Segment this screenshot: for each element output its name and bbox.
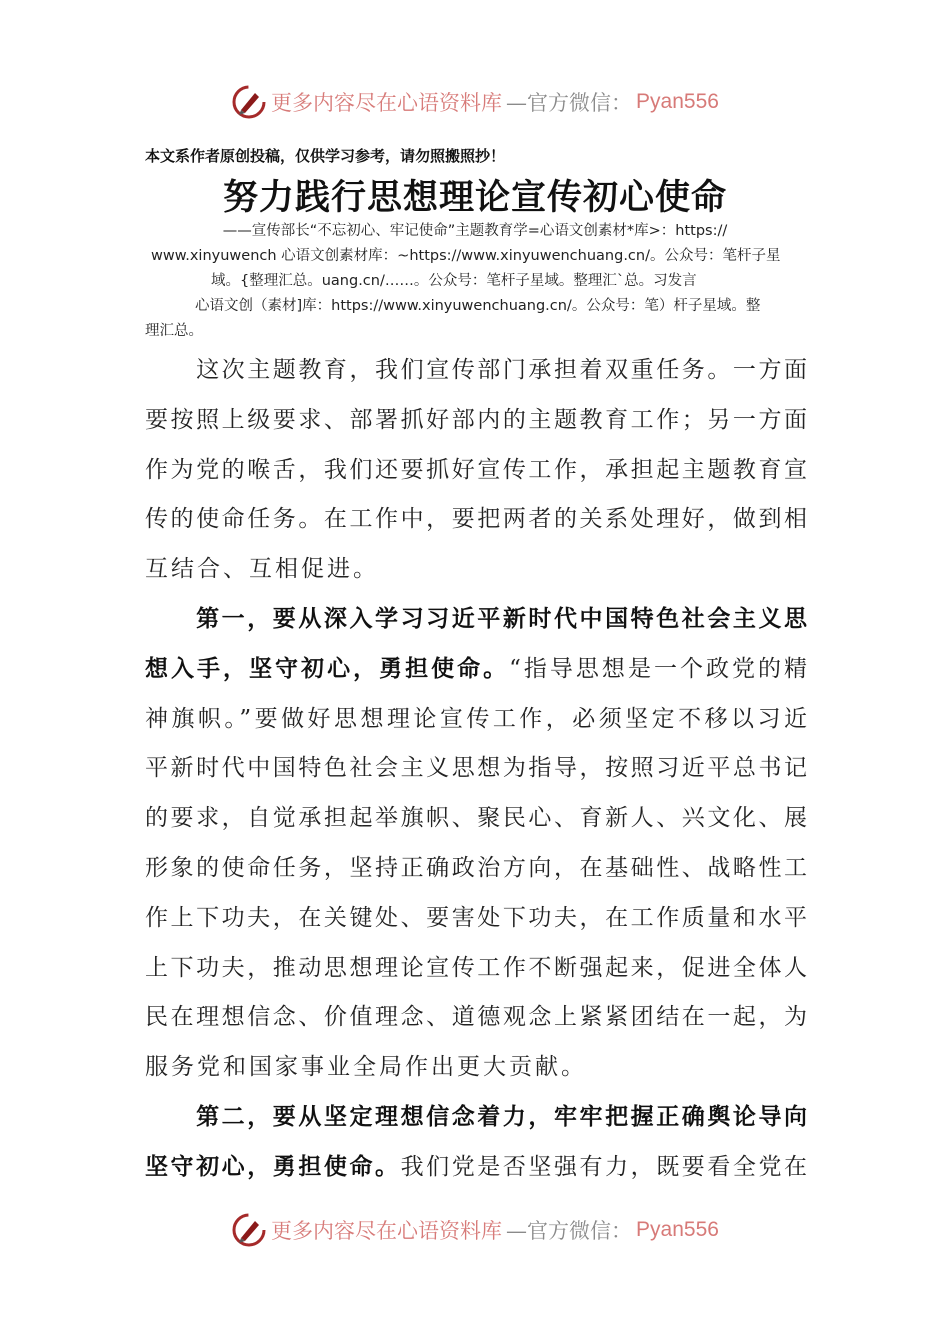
body-text: 传的使命任务。在工作中，要把两者的关系处理好，做到相: [145, 506, 807, 533]
body-line: [145, 798, 807, 848]
banner-wechat-id: Pyan556: [636, 90, 719, 113]
body-line: [145, 1147, 807, 1197]
header-banner: [0, 84, 950, 120]
footer-banner: [0, 1212, 950, 1248]
body-text: 平新时代中国特色社会主义思想为指导，按照习近平总书记: [145, 755, 807, 782]
body-line: [145, 549, 807, 599]
subtitle-block: [145, 219, 805, 344]
body-line: [145, 748, 807, 798]
bold-heading-text: 第二，要从坚定理想信念着力，牢牢把握正确舆论导向: [145, 1103, 807, 1130]
banner-site-text: 更多内容尽在心语资料库: [271, 91, 503, 115]
body-line: [145, 1047, 807, 1097]
body-text: 服务党和国家事业全局作出更大贡献。: [145, 1054, 587, 1081]
body-text: 我们党是否坚强有力，既要看全党在: [400, 1153, 808, 1180]
pen-logo-icon: [231, 84, 267, 120]
body-text: 形象的使命任务，坚持正确政治方向，在基础性、战略性工: [145, 854, 807, 881]
body-text: 这次主题教育，我们宣传部门承担着双重任务。一方面: [145, 357, 807, 383]
body-text: 的要求，自觉承担起举旗帜、聚民心、育新人、兴文化、展: [145, 805, 807, 832]
bold-heading-text: 第一，要从深入学习习近平新时代中国特色社会主义思: [145, 605, 807, 632]
body-line: [145, 400, 807, 450]
bold-heading-text: 坚守初心，勇担使命。: [145, 1153, 401, 1180]
banner-wechat-id: Pyan556: [636, 1218, 719, 1241]
subtitle-line: 心语文创（素材]库：https://www.xinyuwenchuang.cn/。公众号：笔）杆子星域。整: [195, 298, 761, 314]
pen-logo-icon: [231, 1212, 267, 1248]
body-text: 作为党的喉舌，我们还要抓好宣传工作，承担起主题教育宣: [145, 456, 807, 483]
body-text: 作上下功夫，在关键处、要害处下功夫，在工作质量和水平: [145, 904, 807, 931]
body-line: [145, 350, 807, 400]
document-title: 努力践行思想理论宣传初心使命: [222, 177, 727, 218]
subtitle-line: 理汇总。: [145, 323, 203, 339]
copyright-note: 本文系作者原创投稿，仅供学习参考，请勿照搬照抄！: [145, 147, 506, 165]
body-text: 神旗帜。”要做好思想理论宣传工作，必须坚定不移以习近: [145, 705, 807, 732]
body-line: [145, 649, 807, 699]
body-line: [145, 898, 807, 948]
bold-heading-text: 想入手，坚守初心，勇担使命。: [145, 655, 510, 682]
document-body: [145, 350, 807, 1197]
body-line: [145, 948, 807, 998]
body-text: 要按照上级要求、部署抓好部内的主题教育工作；另一方面: [145, 406, 807, 433]
body-line: [145, 848, 807, 898]
body-text: “指导思想是一个政党的精: [509, 655, 808, 682]
body-text: 民在理想信念、价值理念、道德观念上紧紧团结在一起，为: [145, 1004, 807, 1031]
body-line: [145, 699, 807, 749]
subtitle-line: www.xinyuwench 心语文创素材库：~https://www.xinyuwenchuang.cn/。公众号：笔杆子星: [151, 248, 781, 264]
body-text: 上下功夫，推动思想理论宣传工作不断强起来，促进全体人: [145, 954, 807, 981]
subtitle-line: 域。{整理汇总。uang.cn/……。公众号：笔杆子星域。整理汇`总。习发言: [211, 273, 697, 289]
subtitle-line: ——宣传部长“不忘初心、牢记使命”主题教育学=心语文创素材*库>：https://: [222, 223, 728, 239]
body-text: 互结合、互相促进。: [145, 556, 379, 583]
body-line: [145, 997, 807, 1047]
banner-wechat-label: —官方微信：: [506, 1219, 633, 1243]
banner-site-text: 更多内容尽在心语资料库: [271, 1219, 503, 1243]
body-line: [145, 599, 807, 649]
body-line: [145, 1097, 807, 1147]
body-line: [145, 499, 807, 549]
body-line: [145, 450, 807, 500]
banner-wechat-label: —官方微信：: [506, 91, 633, 115]
